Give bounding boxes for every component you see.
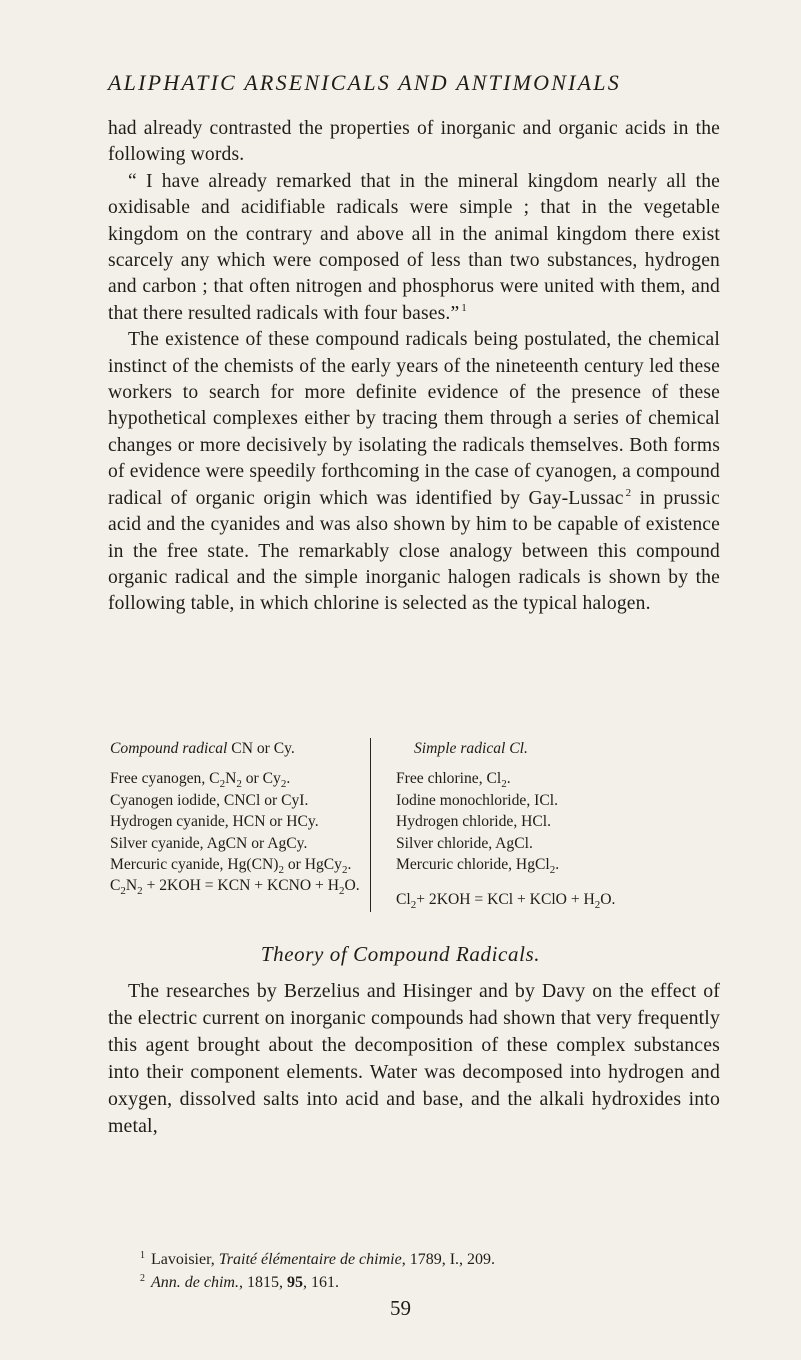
table-row: Silver chloride, AgCl. [396,834,533,852]
page-number: 59 [390,1296,411,1320]
table-row: Hydrogen chloride, HCl. [396,813,552,831]
section-paragraph: The researches by Berzelius and Hisinger and by Davy on the effect of the electric current on inorganic compounds had shown that very frequently this agent brought about the decomposition of these complex substances into their component elements. Water was decomposed into hydrogen and oxygen, dissolved salts into acid and base, and the alkali hydroxides into metal, [108,980,720,1137]
compound-radical-column [110,738,362,897]
footnote-ref-1: 1 [461,302,467,315]
footnote-1: $^1$ Lavoisier, Traité élémentaire de chimie, 1789, I., 209. [140,1249,496,1268]
running-title: ALIPHATIC ARSENICALS AND ANTIMONIALS [108,70,621,95]
cyanogen-equation: $C_2N_2 + 2KOH$ = KCN + KCNO + $H_2O$. [110,877,360,898]
intro-text [108,116,720,618]
section-title: Theory of Compound Radicals. [260,942,541,966]
column-divider [370,738,371,912]
simple-radical-heading: Simple radical Cl. [414,740,528,757]
table-row: Silver cyanide, AgCN or AgCy. [110,834,308,852]
intro-paragraph: had already contrasted the properties of inorganic and organic acids in the following words. [108,118,720,166]
simple-radical-column [396,738,696,911]
table-row: Hydrogen cyanide, HCN or HCy. [110,813,319,831]
table-row: Mercuric chloride, HgCl$_2$. [396,856,560,877]
table-row: Free cyanogen, $C_2N_2$ or $Cy_2$. [110,770,291,791]
section-text [108,978,720,1140]
compound-radical-heading: Compound radical CN or Cy. [110,740,295,757]
table-row: Iodine monochloride, ICl. [396,791,558,809]
compound-radicals-paragraph: The existence of these compound radicals being postulated, the chemical instinct of the chemists of the early years of the nineteenth century led these workers to search for more definite evidence of the presence of these hypothetical complexes either by tracing them through a series of chemical changes or more decisively by isolating the radicals themselves. Both forms of evidence were speedily forthcoming in the case of cyanogen, a compound radical of organic origin which was identified by Gay-Lussac $^2$ in prussic acid and the cyanides and was also shown by him to be capable of existence in the free state. The remarkably close analogy between this compound organic radical and the simple inorganic halogen radicals is shown by the following table, in which chlorine is selected as the typical halogen. [108,329,720,615]
table-row: Free chlorine, $Cl_2$. [396,770,511,791]
footnotes [140,1248,740,1294]
table-row: Mercuric cyanide, $Hg(CN)_2$ or HgCy$_2$. [110,856,352,877]
footnote-2: $^2$ Ann. de chim., 1815, 95, 161. [140,1272,339,1291]
chlorine-equation: $Cl_2+ 2KOH$ = KCl + KClO + $H_2O$. [396,891,616,912]
table-row: Cyanogen iodide, CNCl or CyI. [110,791,309,809]
footnote-ref-2: 2 [625,487,632,500]
lavoisier-quote: “ I have already remarked that in the mineral kingdom nearly all the oxidisable and acidifiable radicals were simple ; that in the vegetable kingdom on the contrary and above all in the animal kingdom there exist scarcely any which were composed of less than two substances, hydrogen and carbon ; that often nitrogen and phosphorus were united with them, and that there resulted radicals with four bases.” $^1$ [108,170,720,324]
